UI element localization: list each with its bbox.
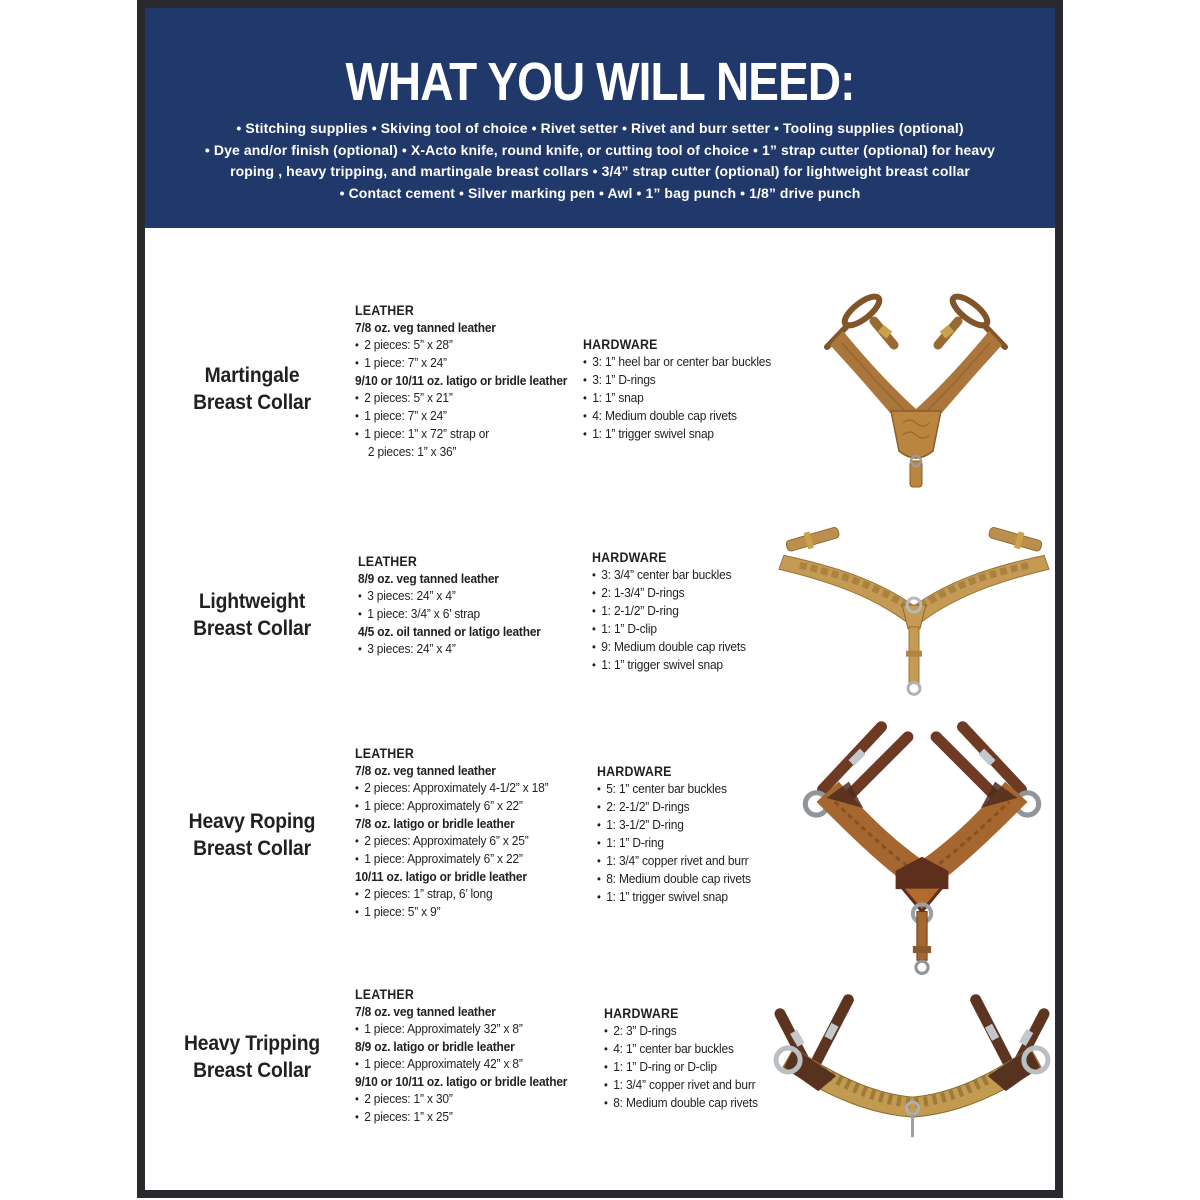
martingale-breast-collar-photo <box>820 283 1012 498</box>
section-title-line: Breast Collar <box>193 617 311 640</box>
leather-item <box>355 354 576 372</box>
leather-item-text: 2 pieces: 1” x 36” <box>367 444 457 459</box>
bullet-glyph: • <box>597 818 601 832</box>
leather-item-text: 2 pieces: Approximately 6” x 25” <box>364 833 529 848</box>
section-title-line: Breast Collar <box>193 1059 311 1082</box>
hardware-item <box>583 407 822 425</box>
heavy-roping-breast-collar-image <box>786 708 1058 978</box>
leather-subhead: 10/11 oz. latigo or bridle leather <box>355 869 527 884</box>
supplies-line: • Dye and/or finish (optional) • X-Acto knife, round knife, or cutting tool of choice • 1” strap cutter (optional) for heavy <box>204 141 996 158</box>
lightweight-breast-collar-photo <box>770 506 1058 702</box>
hardware-item-text: 2: 1-3/4” D-rings <box>601 585 685 600</box>
bullet-glyph: • <box>597 872 601 886</box>
bullet-glyph: • <box>355 338 359 352</box>
hardware-item-text: 1: 1” trigger swivel snap <box>592 426 714 441</box>
hardware-item <box>583 389 822 407</box>
hardware-item-text: 3: 1” D-rings <box>592 372 656 387</box>
section-title <box>160 362 344 416</box>
leather-subhead: 7/8 oz. latigo or bridle leather <box>355 816 515 831</box>
martingale-breast-collar-image <box>820 283 1012 498</box>
hardware-item-text: 1: 1” trigger swivel snap <box>606 889 728 904</box>
hardware-heading: HARDWARE <box>604 1006 679 1021</box>
leather-item-text: 1 piece: Approximately 32” x 8” <box>364 1021 523 1036</box>
hardware-item-text: 3: 1” heel bar or center bar buckles <box>592 354 772 369</box>
leather-item-text: 1 piece: 7” x 24” <box>364 355 447 370</box>
leather-item-text: 1 piece: 5” x 9” <box>364 904 441 919</box>
hardware-item-text: 1: 3-1/2” D-ring <box>606 817 684 832</box>
bullet-glyph: • <box>604 1042 608 1056</box>
bullet-glyph: • <box>355 887 359 901</box>
header-banner <box>145 8 1055 228</box>
leather-column <box>355 986 603 1126</box>
bullet-glyph: • <box>583 355 587 369</box>
leather-subhead: 9/10 or 10/11 oz. latigo or bridle leather <box>355 373 568 388</box>
bullet-glyph: • <box>597 854 601 868</box>
leather-subhead: 4/5 oz. oil tanned or latigo leather <box>358 624 541 639</box>
leather-item <box>355 1108 603 1126</box>
hardware-item-text: 2: 3” D-rings <box>613 1023 677 1038</box>
leather-item <box>355 903 590 921</box>
heavy-tripping-breast-collar-photo <box>764 986 1060 1142</box>
leather-item <box>355 407 576 425</box>
hardware-item-text: 1: 3/4” copper rivet and burr <box>613 1077 756 1092</box>
bullet-glyph: • <box>355 905 359 919</box>
hardware-column <box>583 336 822 443</box>
bullet-glyph: • <box>583 427 587 441</box>
bullet-glyph: • <box>358 589 362 603</box>
hardware-item-text: 5: 1” center bar buckles <box>606 781 727 796</box>
leather-item <box>358 640 588 658</box>
section-title <box>160 1030 344 1084</box>
bullet-glyph: • <box>592 586 596 600</box>
leather-item-text: 2 pieces: 1” strap, 6’ long <box>364 886 493 901</box>
bullet-glyph: • <box>583 409 587 423</box>
bullet-glyph: • <box>592 658 596 672</box>
bullet-glyph: • <box>592 622 596 636</box>
bullet-glyph: • <box>597 890 601 904</box>
hardware-item-text: 8: Medium double cap rivets <box>606 871 751 886</box>
supplies-list <box>145 118 1055 204</box>
bullet-glyph: • <box>604 1078 608 1092</box>
bullet-glyph: • <box>604 1060 608 1074</box>
hardware-heading: HARDWARE <box>592 550 667 565</box>
leather-item <box>358 605 588 623</box>
leather-item-text: 2 pieces: 5” x 28” <box>364 337 453 352</box>
leather-heading: LEATHER <box>355 746 415 761</box>
section-title-line: Martingale <box>204 364 300 387</box>
bullet-glyph: • <box>597 836 601 850</box>
leather-subhead: 8/9 oz. latigo or bridle leather <box>355 1039 515 1054</box>
hardware-item-text: 2: 2-1/2” D-rings <box>606 799 690 814</box>
bullet-glyph: • <box>604 1024 608 1038</box>
bullet-glyph: • <box>355 391 359 405</box>
leather-item-text: 1 piece: Approximately 6” x 22” <box>364 798 523 813</box>
leather-item <box>355 336 576 354</box>
bullet-glyph: • <box>355 427 359 441</box>
bullet-glyph: • <box>597 782 601 796</box>
section-title <box>160 808 344 862</box>
bullet-glyph: • <box>597 800 601 814</box>
hardware-heading: HARDWARE <box>597 764 672 779</box>
leather-item-text: 3 pieces: 24” x 4” <box>367 641 456 656</box>
hardware-item-text: 1: 1” D-ring or D-clip <box>613 1059 717 1074</box>
hardware-heading: HARDWARE <box>583 337 658 352</box>
leather-item <box>355 779 590 797</box>
section-title-line: Lightweight <box>198 590 306 613</box>
bullet-glyph: • <box>592 604 596 618</box>
bullet-glyph: • <box>592 568 596 582</box>
heavy-roping-breast-collar-photo <box>786 708 1058 978</box>
leather-item <box>355 443 576 460</box>
leather-subhead: 7/8 oz. veg tanned leather <box>355 320 496 335</box>
hardware-item-text: 1: 1” D-clip <box>601 621 657 636</box>
page-title: WHAT YOU WILL NEED: <box>345 52 855 112</box>
lightweight-breast-collar-image <box>770 506 1058 702</box>
leather-subhead: 7/8 oz. veg tanned leather <box>355 1004 496 1019</box>
hardware-item-text: 1: 1” snap <box>592 390 644 405</box>
leather-item-text: 1 piece: 3/4” x 6’ strap <box>367 606 481 621</box>
bullet-glyph: • <box>583 373 587 387</box>
section-title-line: Breast Collar <box>193 837 311 860</box>
leather-heading: LEATHER <box>355 303 415 318</box>
section-title-line: Heavy Tripping <box>184 1032 320 1055</box>
bullet-glyph: • <box>583 391 587 405</box>
leather-column <box>355 745 590 921</box>
hardware-item-text: 8: Medium double cap rivets <box>613 1095 758 1110</box>
leather-subhead: 7/8 oz. veg tanned leather <box>355 763 496 778</box>
leather-subhead: 8/9 oz. veg tanned leather <box>358 571 499 586</box>
leather-item <box>355 832 590 850</box>
bullet-glyph: • <box>358 607 362 621</box>
hardware-item-text: 1: 3/4” copper rivet and burr <box>606 853 749 868</box>
bullet-glyph: • <box>355 1092 359 1106</box>
supplies-line: • Stitching supplies • Skiving tool of choice • Rivet setter • Rivet and burr setter • Tooling supplies (optional) <box>236 120 964 136</box>
leather-item <box>355 797 590 815</box>
leather-column <box>355 302 576 460</box>
leather-heading: LEATHER <box>355 987 415 1002</box>
hardware-item <box>583 425 822 443</box>
bullet-glyph: • <box>355 834 359 848</box>
hardware-item-text: 1: 1” trigger swivel snap <box>601 657 723 672</box>
leather-item-text: 1 piece: 7” x 24” <box>364 408 447 423</box>
section-title-line: Heavy Roping <box>188 810 316 833</box>
leather-item <box>355 1020 603 1038</box>
hardware-item-text: 4: 1” center bar buckles <box>613 1041 734 1056</box>
bullet-glyph: • <box>355 1110 359 1124</box>
bullet-glyph: • <box>355 409 359 423</box>
supplies-line: roping , heavy tripping, and martingale breast collars • 3/4” strap cutter (optional) for lightweight breast collar <box>230 163 970 179</box>
hardware-item-text: 1: 2-1/2” D-ring <box>601 603 679 618</box>
section-title <box>160 588 344 642</box>
leather-item <box>355 389 576 407</box>
leather-item-text: 1 piece: 1” x 72” strap or <box>364 426 490 441</box>
leather-item <box>355 1055 603 1073</box>
bullet-glyph: • <box>355 356 359 370</box>
hardware-item <box>583 353 822 371</box>
leather-item <box>355 425 576 443</box>
hardware-item-text: 4: Medium double cap rivets <box>592 408 737 423</box>
bullet-glyph: • <box>355 1022 359 1036</box>
leather-column <box>358 553 588 658</box>
hardware-item-text: 9: Medium double cap rivets <box>601 639 746 654</box>
bullet-glyph: • <box>358 642 362 656</box>
leather-item <box>358 587 588 605</box>
leather-item <box>355 850 590 868</box>
leather-item-text: 3 pieces: 24” x 4” <box>367 588 456 603</box>
bullet-glyph: • <box>355 799 359 813</box>
heavy-tripping-breast-collar-image <box>764 986 1060 1142</box>
section-title-line: Breast Collar <box>193 391 311 414</box>
leather-item-text: 2 pieces: 5” x 21” <box>364 390 453 405</box>
leather-subhead: 9/10 or 10/11 oz. latigo or bridle leather <box>355 1074 568 1089</box>
leather-item <box>355 885 590 903</box>
hardware-item <box>583 371 822 389</box>
leather-item-text: 2 pieces: 1” x 25” <box>364 1109 453 1124</box>
bullet-glyph: • <box>355 781 359 795</box>
bullet-glyph: • <box>604 1096 608 1110</box>
bullet-glyph: • <box>592 640 596 654</box>
hardware-item-text: 1: 1” D-ring <box>606 835 664 850</box>
leather-item-text: 2 pieces: 1” x 30” <box>364 1091 453 1106</box>
leather-item-text: 2 pieces: Approximately 4-1/2” x 18” <box>364 780 549 795</box>
hardware-item-text: 3: 3/4” center bar buckles <box>601 567 732 582</box>
leather-item-text: 1 piece: Approximately 6” x 22” <box>364 851 523 866</box>
leather-heading: LEATHER <box>358 554 418 569</box>
supplies-line: • Contact cement • Silver marking pen • Awl • 1” bag punch • 1/8” drive punch <box>339 184 861 201</box>
leather-item <box>355 1090 603 1108</box>
bullet-glyph: • <box>355 1057 359 1071</box>
bullet-glyph: • <box>355 852 359 866</box>
leather-item-text: 1 piece: Approximately 42” x 8” <box>364 1056 523 1071</box>
